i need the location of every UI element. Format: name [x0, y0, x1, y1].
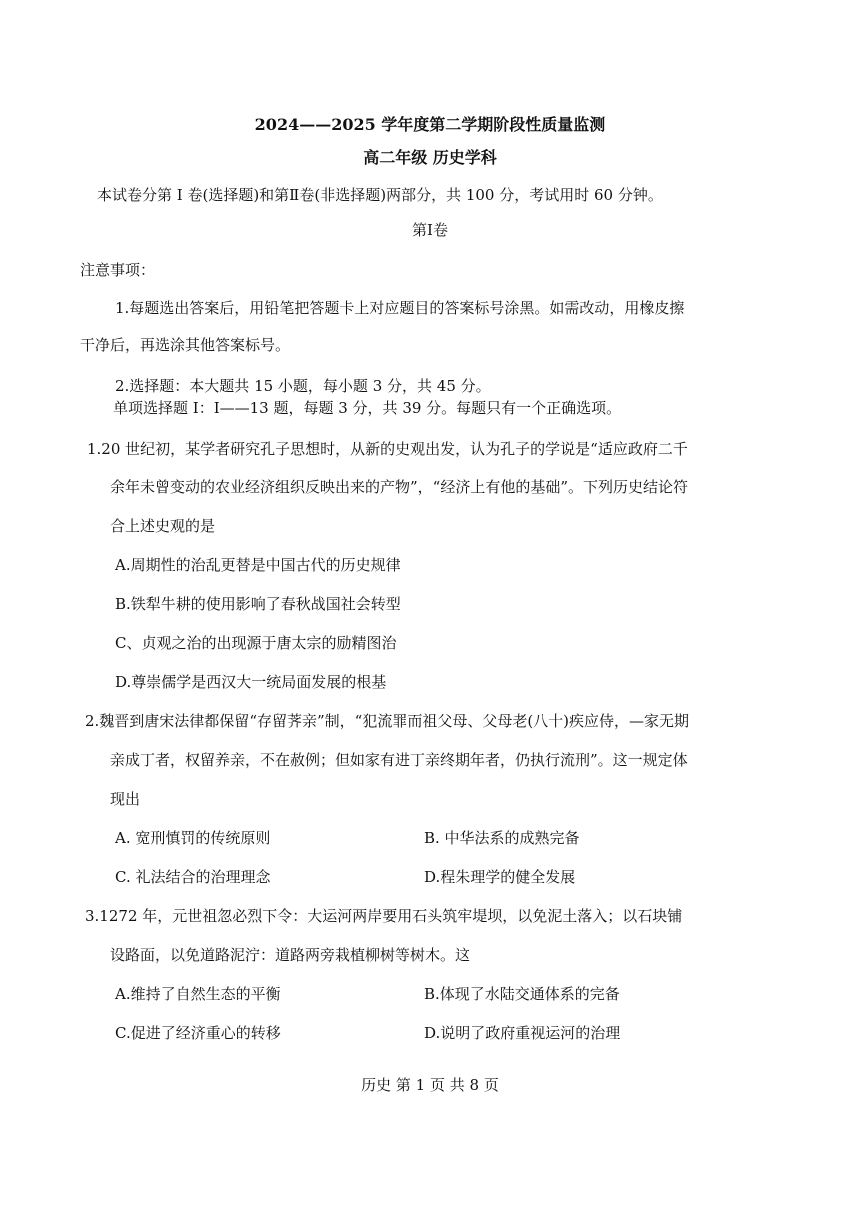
exam-subtitle: 高二年级 历史学科	[363, 148, 497, 167]
question-3-option-d: D.说明了政府重视运河的治理	[424, 1024, 621, 1042]
question-1-line-1: 1.20 世纪初，某学者研究孔子思想时，从新的史观出发，认为孔子的学说是“适应政府二千	[87, 440, 688, 458]
question-2-option-a: A. 宽刑慎罚的传统原则	[115, 829, 271, 847]
question-1-option-a: A.周期性的治乱更替是中国古代的历史规律	[115, 556, 401, 574]
note-item-1-line-2: 干净后，再选涂其他答案标号。	[80, 336, 291, 354]
note-item-2: 2.选择题：本大题共 15 小题，每小题 3 分，共 45 分。	[115, 377, 491, 395]
question-2-option-c: C. 礼法结合的治理理念	[115, 868, 271, 886]
question-2-line-2: 亲成丁者，权留养亲，不在赦例；但如家有进丁亲终期年者，仍执行流刑”。这一规定体	[110, 751, 688, 769]
page-footer: 历史 第 1 页 共 8 页	[361, 1076, 499, 1094]
exam-intro: 本试卷分第 I 卷(选择题)和第Ⅱ卷(非选择题)两部分，共 100 分，考试用时 60 分钟。	[97, 186, 663, 204]
question-2-line-3: 现出	[110, 790, 141, 808]
question-1-line-3: 合上述史观的是	[110, 517, 216, 535]
note-item-3: 单项选择题 I：I——13 题，每题 3 分，共 39 分。每题只有一个正确选项。	[113, 399, 622, 417]
question-1-option-d: D.尊崇儒学是西汉大一统局面发展的根基	[115, 673, 387, 691]
note-item-1-line-1: 1.每题选出答案后，用铅笔把答题卡上对应题目的答案标号涂黑。如需改动，用橡皮擦	[115, 299, 685, 317]
question-1-option-c: C、贞观之治的出现源于唐太宗的励精图治	[115, 634, 397, 652]
question-2-option-d: D.程朱理学的健全发展	[424, 868, 576, 886]
question-1-line-2: 余年未曾变动的农业经济组织反映出来的产物”，“经济上有他的基础”。下列历史结论符	[110, 478, 689, 496]
question-3-line-2: 设路面，以免道路泥泞：道路两旁栽植柳树等树木。这	[110, 946, 471, 964]
question-2-line-1: 2.魏晋到唐宋法律都保留“存留荠亲”制，“犯流罪而祖父母、父母老(八十)疾应侍，—家无期	[85, 712, 690, 730]
question-1-option-b: B.铁犁牛耕的使用影响了春秋战国社会转型	[115, 595, 401, 613]
question-2-option-b: B. 中华法系的成熟完备	[424, 829, 580, 847]
question-3-option-c: C.促进了经济重心的转移	[115, 1024, 281, 1042]
question-3-option-b: B.体现了水陆交通体系的完备	[424, 985, 620, 1003]
section-heading: 第Ⅰ卷	[412, 221, 448, 239]
exam-title: 2024——2025 学年度第二学期阶段性质量监测	[254, 115, 606, 134]
question-3-option-a: A.维持了自然生态的平衡	[115, 985, 281, 1003]
notes-heading: 注意事项：	[80, 261, 156, 279]
question-3-line-1: 3.1272 年，元世祖忽必烈下令：大运河两岸要用石头筑牢堤坝，以免泥土落入；以石块铺	[85, 907, 683, 925]
